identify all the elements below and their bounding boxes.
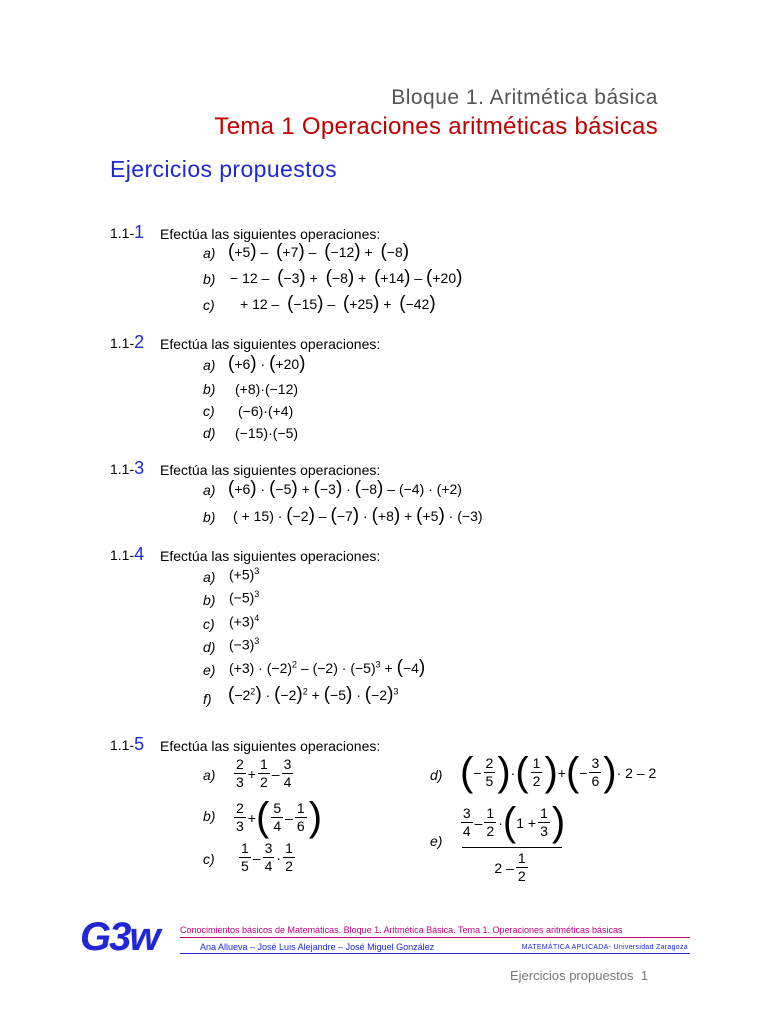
item-label: a) — [203, 245, 216, 261]
item-label: c) — [203, 851, 215, 867]
expression: (+6) · (+20) — [228, 353, 306, 374]
item-label: a) — [203, 482, 216, 498]
expression: (−15)·(−5) — [235, 425, 299, 441]
item-label: b) — [203, 509, 216, 525]
item-label: b) — [203, 592, 216, 608]
exercise-instruction: Efectúa las siguientes operaciones: — [160, 226, 381, 242]
exercise-number: 1.1-5 — [110, 734, 145, 754]
expression: (+5) – (+7) – (−12) + (−8) — [228, 241, 410, 262]
page-number: 1 — [640, 968, 648, 983]
expression: $(-3)^3$ — [229, 636, 260, 653]
exercise-number: 1.1-4 — [110, 544, 145, 564]
item-label: d) — [203, 639, 216, 655]
item-label: e) — [203, 662, 216, 678]
expression: $(+3) \cdot (-2)^2 - (-2) \cdot (-5)^3 + (-4)$ — [229, 657, 426, 678]
expression: − 12 – (−3) + (−8) + (+14) – (+20) — [230, 267, 463, 288]
exercise-instruction: Efectúa las siguientes operaciones: — [160, 738, 381, 754]
expression: (+8)·(−12) — [235, 381, 299, 397]
item-label: c) — [203, 403, 215, 419]
item-label: a) — [203, 569, 216, 585]
item-label: e) — [430, 833, 443, 849]
exercise-number: 1.1-1 — [110, 222, 145, 242]
expression: + 12 – (−15) – (+25) + (−42) — [240, 293, 436, 314]
expression: $(+3)^4$ — [229, 613, 260, 630]
item-label: f) — [203, 691, 212, 707]
item-label: b) — [203, 381, 216, 397]
footer-department: MATEMÁTICA APLICADA- Universidad Zaragoza — [521, 944, 688, 951]
exercise-number: 1.1-2 — [110, 332, 145, 352]
exercise-number: 1.1-3 — [110, 458, 145, 478]
item-label: c) — [203, 297, 215, 313]
item-label: a) — [203, 357, 216, 373]
expression: ( − 2 5 ) · ( 1 2 ) + ( − 3 6 ) · 2 – 2 — [460, 750, 657, 794]
item-label: b) — [203, 271, 216, 287]
exercise-instruction: Efectúa las siguientes operaciones: — [160, 336, 381, 352]
exercise-instruction: Efectúa las siguientes operaciones: — [160, 548, 381, 564]
item-label: d) — [430, 767, 443, 783]
page-footer-label: Ejercicios propuestos 1 — [509, 968, 648, 983]
expression: 3 4 – 1 2 · ( 1 + 1 3 ) 2 – 1 2 — [462, 800, 566, 884]
topic-title: Tema 1 Operaciones aritméticas básicas — [214, 113, 658, 140]
expression: $(+5)^3$ — [229, 566, 260, 583]
exercise-instruction: Efectúa las siguientes operaciones: — [160, 462, 381, 478]
item-label: a) — [203, 767, 216, 783]
expression: ( + 15) · (−2) – (−7) · (+8) + (+5) · (−3) — [233, 505, 483, 526]
footer-divider — [180, 953, 690, 954]
item-label: b) — [203, 808, 216, 824]
footer-authors: Ana Allueva – José Luis Alejandre – José Miguel González — [200, 942, 435, 952]
expression: $(-5)^3$ — [229, 589, 260, 606]
footer-course-title: Conocimientos básicos de Matemáticas. Bloque 1. Aritmética Básica. Tema 1. Operaciones aritméticas básicas — [180, 925, 623, 935]
block-title: Bloque 1. Aritmética básica — [391, 86, 658, 109]
expression: 2 3 + 1 2 – 3 4 — [236, 756, 292, 790]
g3w-logo: G3w — [80, 915, 159, 959]
expression: 2 3 + ( 5 4 – 1 6 ) — [236, 795, 323, 839]
expression: (+6) · (−5) + (−3) · (−8) – (−4) · (+2) — [228, 478, 462, 499]
item-label: d) — [203, 425, 216, 441]
expression: $(-2^2) \cdot (-2)^2 + (-5) \cdot (-2)^3$ — [228, 684, 399, 705]
expression: 1 5 – 3 4 · 1 2 — [241, 840, 293, 874]
section-title: Ejercicios propuestos — [110, 156, 338, 182]
footer-divider — [180, 937, 690, 938]
expression: (−6)·(+4) — [238, 403, 294, 419]
item-label: c) — [203, 616, 215, 632]
